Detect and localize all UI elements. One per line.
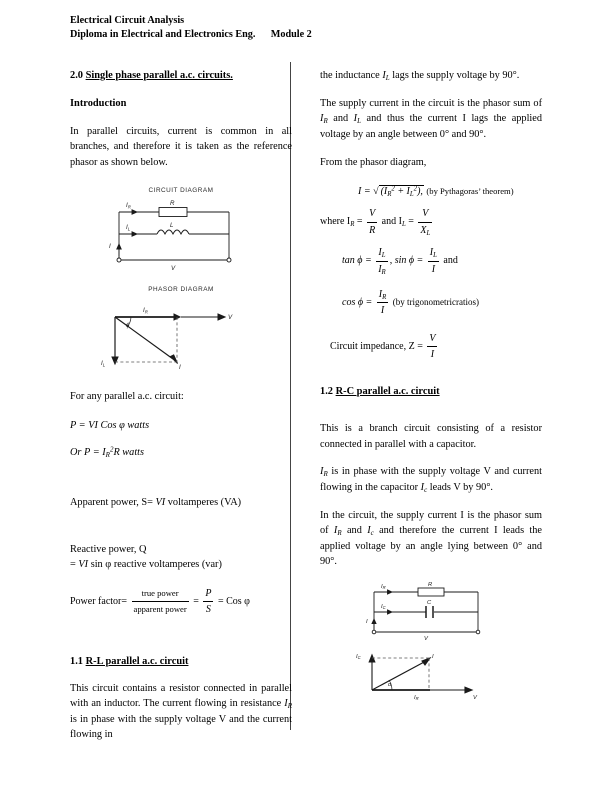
eq-il-numerator: V: [422, 208, 429, 220]
eq-cos-num-sub: R: [382, 293, 387, 301]
eq-z-denominator: I: [427, 346, 437, 362]
svg-text:I: I: [432, 653, 434, 660]
power-factor-ps-fraction: [203, 586, 213, 618]
rl-equation-group: [320, 184, 542, 363]
svg-text:V: V: [171, 264, 176, 272]
eq-tan-denominator: [376, 261, 388, 277]
circuit-diagram-svg: [81, 198, 281, 274]
svg-text:ϕ: ϕ: [126, 323, 130, 330]
section-title: Single phase parallel a.c. circuits.: [85, 70, 233, 81]
svg-text:R: R: [428, 581, 433, 588]
svg-text:IR: $I_R$: [381, 583, 386, 591]
equation-branch-currents: [320, 206, 542, 238]
rc-paragraph-2: [320, 464, 542, 495]
eq-cos-numerator: [377, 287, 389, 302]
svg-text:IC: $I_C$: [356, 653, 361, 661]
right-p1-part-a: the inductance: [320, 70, 383, 81]
eq-tan-label: tan ϕ =: [342, 255, 372, 267]
power-factor-label: Power factor=: [70, 595, 128, 607]
eq-cos-fraction: [377, 287, 389, 319]
rl-paragraph-part-a: This circuit contains a resistor connected in parallel with an inductor. The current flowing in resistance: [70, 683, 292, 710]
sqrt-radicand: [379, 185, 424, 197]
svg-text:I: I: [366, 618, 368, 625]
eq-tan-fraction: [376, 245, 388, 277]
phasor-diagram-svg: [81, 297, 281, 375]
reactive-power-sin: sin φ: [90, 559, 112, 571]
right-p1-symbol: I: [382, 70, 386, 81]
rc-p3-part-a: In the circuit, the supply current I is the phasor sum of: [320, 509, 542, 537]
eq-tan-den-sub: R: [381, 268, 386, 276]
rc-p3-symbol-2: I: [367, 525, 371, 537]
power-factor-cos: = Cos φ: [217, 595, 250, 607]
svg-text:C: C: [427, 599, 432, 606]
eq-I-lhs: I =: [358, 186, 371, 198]
svg-text:IR: $I_R$: [414, 694, 419, 702]
rc-p3-symbol-1: I: [333, 525, 338, 537]
eq-il-fraction: [418, 206, 432, 238]
rc-subsection-title: R-C parallel a.c. circuit: [335, 385, 440, 397]
svg-text:IL: $I_L$: [101, 360, 106, 368]
apparent-power-line: [70, 495, 292, 510]
eq-I-sup-2: 2: [413, 185, 418, 193]
rc-paragraph-1: This is a branch circuit consisting of a resistor connected in parallel with a capacitor.: [320, 423, 542, 450]
eq-tan-den-sym: I: [378, 263, 382, 275]
rc-phasor-diagram-figure: [326, 646, 536, 712]
rl-current-symbol: I: [284, 698, 288, 710]
equation-resultant-current: [320, 184, 542, 199]
rc-circuit-diagram-figure: [326, 582, 536, 644]
phasor-diagram-caption: PHASOR DIAGRAM: [148, 285, 214, 293]
right-p2-symbol-1: I: [320, 113, 324, 125]
rc-p3-subscript-2: c: [370, 529, 374, 538]
apparent-power-label: Apparent power, S=: [70, 496, 153, 508]
svg-text:V: V: [424, 635, 428, 642]
eq-tan-num-sym: I: [378, 247, 382, 259]
rl-paragraph-part-b: is in phase with the supply voltage V and the current flowing in: [70, 713, 292, 741]
rc-p2-symbol-1: I: [320, 466, 324, 478]
power-formula-2-prefix: Or P = I: [70, 447, 106, 459]
eq-sin-and: and: [443, 255, 458, 267]
eq-cos-label: cos ϕ =: [342, 297, 373, 309]
rc-p2-part-a: is in phase with the supply voltage V and current flowing in the capacitor: [320, 466, 542, 493]
rc-p2-part-b: leads V by 90°.: [427, 481, 494, 493]
eq-and-subscript: L: [401, 221, 406, 229]
eq-sin-label: sin ϕ =: [394, 255, 424, 267]
eq-I-sub-2: L: [409, 190, 414, 198]
right-p2-subscript-2: L: [357, 117, 362, 126]
reactive-power-line-2: [70, 557, 292, 572]
eq-cos-note: (by trigonometricratios): [392, 297, 479, 308]
svg-text:α: α: [388, 681, 392, 688]
rc-paragraph-3: [320, 508, 542, 570]
subsection-heading-1-1: [70, 654, 292, 669]
reactive-power-symbol: VI: [78, 559, 89, 571]
equation-impedance: [320, 331, 542, 363]
svg-text:R: R: [170, 199, 175, 207]
rc-phasor-diagram-svg: [326, 646, 536, 712]
section-heading-2-0: [70, 68, 292, 83]
eq-I-plus: + I: [397, 186, 410, 198]
document-header: [70, 14, 540, 41]
eq-I-close: ),: [417, 186, 423, 198]
eq-cos-denominator: I: [377, 302, 389, 318]
rc-p3-part-c: and therefore the current I leads the applied voltage by an angle lying between 0° and 90°.: [320, 525, 543, 567]
right-p1-subscript: L: [385, 73, 390, 82]
eq-where-equals: =: [356, 216, 363, 228]
svg-text:I: I: [179, 364, 181, 372]
svg-text:IL: $I_L$: [126, 223, 131, 232]
section-number: 2.0: [70, 70, 83, 81]
power-factor-equation: [70, 586, 292, 618]
eq-I-sub-1: R: [387, 190, 392, 198]
svg-text:IR: $I_R$: [126, 201, 131, 210]
eq-il-reactance-subscript: L: [426, 229, 431, 237]
phasor-diagram-figure: [81, 282, 281, 375]
apparent-power-units: voltamperes (VA): [167, 496, 242, 508]
from-phasor-diagram-line: From the phasor diagram,: [320, 156, 427, 168]
apparent-power-symbol: VI: [155, 496, 166, 508]
eq-z-fraction: [427, 331, 437, 363]
header-module: Module 2: [270, 28, 312, 40]
svg-text:I: I: [109, 242, 111, 250]
rc-p2-symbol-2: I: [420, 481, 425, 493]
eq-sin-num-sym: I: [429, 247, 434, 259]
right-paragraph-1: [320, 68, 542, 83]
power-factor-denominator: apparent power: [132, 601, 189, 617]
eq-and-equals: =: [408, 216, 414, 228]
svg-text:V: V: [228, 314, 233, 322]
right-paragraph-2: [320, 96, 542, 142]
right-p2-part-c: and thus the current I lags the applied voltage by an angle between 0° and 90°.: [320, 113, 543, 140]
eq-il-reactance: X: [420, 224, 427, 236]
rc-subsection-number: 1.2: [320, 385, 333, 397]
right-p2-subscript-1: R: [323, 117, 328, 126]
eq-sin-num-sub: L: [433, 252, 437, 260]
eq-sin-fraction: [428, 245, 439, 277]
subsection-number: 1.1: [70, 655, 83, 667]
rc-circuit-diagram-svg: [326, 582, 536, 644]
power-formula-2-sub: R: [105, 451, 110, 460]
power-formula-2: [70, 445, 292, 460]
for-any-circuit-line: For any parallel a.c. circuit:: [70, 391, 184, 403]
rl-current-subscript: R: [287, 702, 292, 711]
header-line-1: Electrical Circuit Analysis: [70, 15, 185, 26]
power-formula-1: P = VI Cos φ watts: [70, 419, 150, 431]
right-p1-part-b: lags the supply voltage by 90°.: [389, 70, 520, 81]
subsection-heading-1-2: [320, 384, 542, 399]
eq-ir-fraction: [367, 206, 377, 238]
power-factor-equals-1: =: [193, 595, 199, 607]
eq-tan-comma: ,: [389, 255, 393, 267]
subsection-title: R-L parallel a.c. circuit: [85, 655, 189, 667]
eq-sin-numerator: [428, 245, 439, 260]
rc-p3-part-b: and: [341, 525, 368, 537]
introduction-paragraph: In parallel circuits, current is common in all branches, and therefore it is taken as the reference phasor as shown below.: [70, 125, 292, 168]
equation-tan-sin: [320, 245, 542, 277]
svg-text:IR: $I_R$: [143, 307, 148, 315]
right-column: [320, 68, 542, 712]
rc-p3-subscript-1: R: [337, 529, 342, 538]
header-course: Diploma in Electrical and Electronics Eng.: [70, 28, 256, 40]
eq-ir-denominator: R: [367, 222, 377, 238]
eq-I-note: (by Pythagoras’ theorem): [426, 186, 514, 197]
eq-tan-numerator: [376, 245, 388, 260]
rl-paragraph: [70, 681, 292, 743]
left-column: [70, 68, 292, 755]
right-p2-symbol-2: I: [353, 113, 358, 125]
rc-p2-subscript-2: c: [424, 485, 428, 494]
reactive-power-units: reactive voltamperes (var): [113, 559, 222, 571]
power-factor-s: S: [203, 601, 213, 617]
eq-where-label: where I: [320, 216, 351, 228]
circuit-diagram-figure: [81, 183, 281, 274]
equation-cos: [320, 287, 542, 319]
eq-ir-numerator: V: [369, 208, 376, 220]
rc-p2-subscript-1: R: [323, 470, 328, 479]
right-p2-part-b: and: [327, 113, 354, 125]
svg-text:IC: $I_C$: [381, 603, 386, 611]
sqrt-expression: √ $(I_R^2 + I_L^2)$,: [373, 185, 423, 198]
eq-sin-denominator: I: [428, 261, 439, 277]
svg-text:V: V: [473, 694, 477, 701]
introduction-heading: Introduction: [70, 98, 127, 110]
eq-z-numerator: V: [429, 332, 436, 344]
power-factor-fraction: [132, 586, 189, 618]
circuit-diagram-caption: CIRCUIT DIAGRAM: [148, 186, 214, 194]
header-line-2: [70, 28, 540, 42]
power-formula-2-suffix: R watts: [113, 447, 145, 459]
eq-il-denominator: [418, 222, 432, 238]
eq-I-open: (I: [380, 186, 388, 198]
reactive-power-equals: =: [70, 559, 76, 571]
power-factor-p: P: [205, 587, 212, 599]
power-factor-numerator: true power: [141, 587, 179, 598]
svg-text:L: L: [170, 221, 174, 229]
eq-where-subscript: R: [350, 221, 355, 229]
eq-and-label: and I: [381, 216, 402, 228]
eq-I-sup-1: 2: [391, 185, 395, 193]
power-formula-2-sup: 2: [109, 445, 114, 454]
reactive-power-line-1: Reactive power, Q: [70, 543, 147, 555]
eq-cos-num-sym: I: [378, 289, 383, 301]
eq-tan-num-sub: L: [381, 252, 386, 260]
right-p2-part-a: The supply current in the circuit is the phasor sum of: [320, 97, 542, 109]
eq-z-label: Circuit impedance, Z =: [330, 341, 423, 353]
